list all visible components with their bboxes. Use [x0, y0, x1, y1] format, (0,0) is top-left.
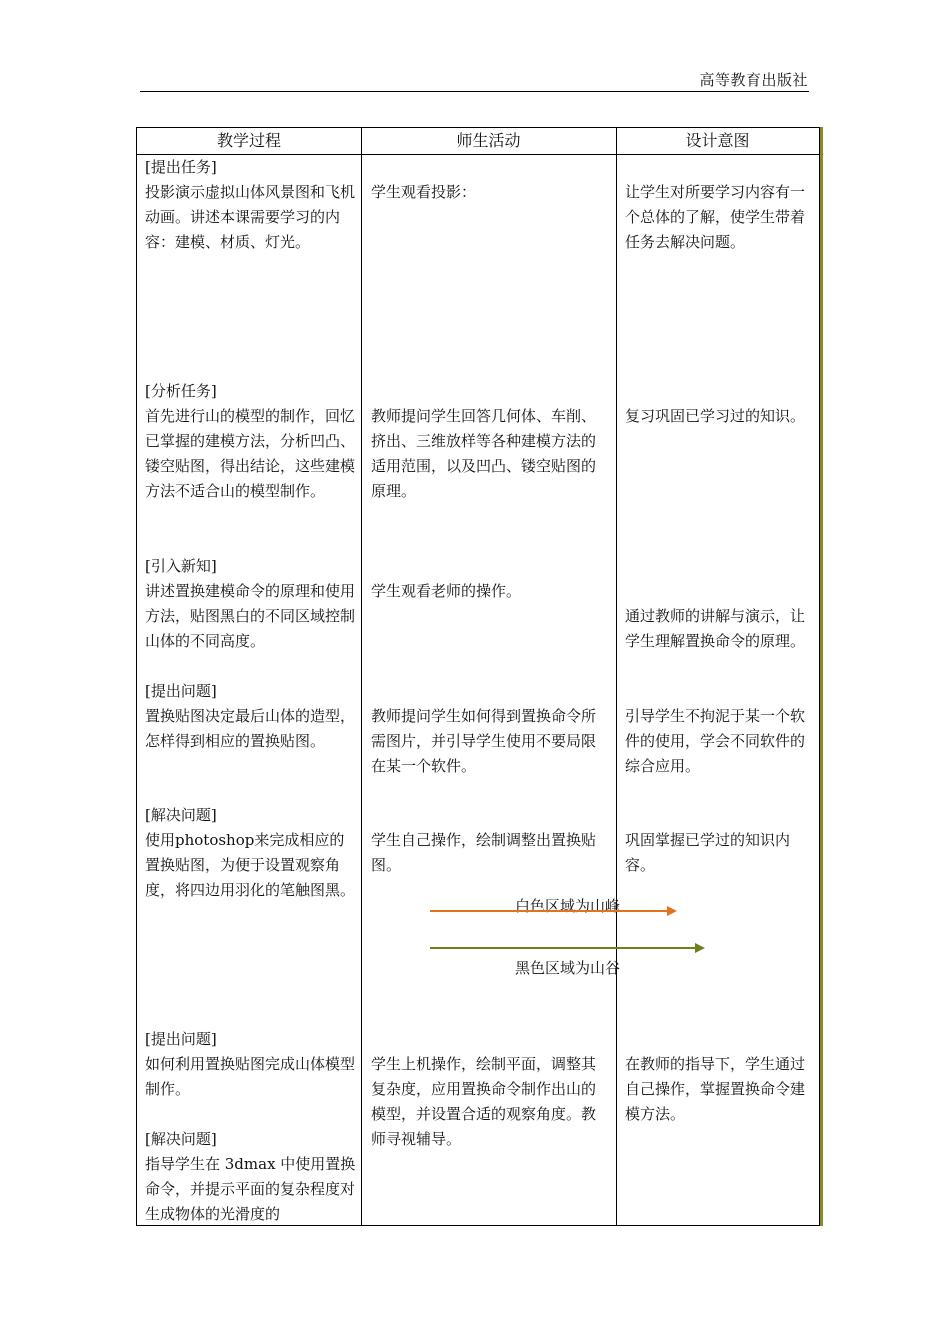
publisher-name: 高等教育出版社 [699, 71, 808, 89]
white-area-arrow-icon [430, 910, 675, 912]
process-text: 投影演示虚拟山体风景图和飞机动画。讲述本课需要学习的内容：建模、材质、灯光。 [145, 183, 356, 251]
activity-text-3: 学生观看老师的操作。 [371, 582, 522, 600]
process-text: 指导学生在 3dmax 中使用置换命令，并提示平面的复杂程度对生成物体的光滑度的 [145, 1155, 356, 1223]
intent-text-1: 让学生对所要学习内容有一个总体的了解，使学生带着任务去解决问题。 [625, 183, 806, 251]
activity-text-6: 学生上机操作，绘制平面，调整其复杂度，应用置换命令制作出山的模型，并设置合适的观察角度。教师寻视辅导。 [371, 1055, 597, 1148]
black-area-label: 黑色区域为山谷 [515, 959, 621, 977]
process-text: 讲述置换建模命令的原理和使用方法，贴图黑白的不同区域控制山体的不同高度。 [145, 582, 356, 650]
process-tag: [解决问题] [145, 1130, 217, 1148]
process-text: 如何利用置换贴图完成山体模型制作。 [145, 1055, 356, 1098]
process-block-6 [145, 1027, 357, 1102]
process-tag: [解决问题] [145, 806, 217, 824]
intent-text-3: 通过教师的讲解与演示，让学生理解置换命令的原理。 [625, 607, 806, 650]
process-tag: [提出问题] [145, 1030, 217, 1048]
black-area-arrow-icon [430, 947, 703, 949]
process-tag: [提出问题] [145, 682, 217, 700]
intent-text-2: 复习巩固已学习过的知识。 [625, 407, 806, 425]
activity-text-1: 学生观看投影： [371, 183, 477, 201]
process-block-1 [145, 155, 357, 255]
header-rule [140, 91, 809, 92]
process-block-2 [145, 379, 357, 504]
process-block-5 [145, 803, 357, 903]
activity-text-4: 教师提问学生如何得到置换命令所需图片，并引导学生使用不要局限在某一个软件。 [371, 707, 597, 775]
process-tag: [提出任务] [145, 158, 217, 176]
process-tag: [引入新知] [145, 557, 217, 575]
activity-text-5: 学生自己操作，绘制调整出置换贴图。 [371, 831, 597, 874]
process-block-7 [145, 1127, 357, 1227]
intent-text-4: 引导学生不拘泥于某一个软件的使用，学会不同软件的综合应用。 [625, 707, 806, 775]
column-divider-2 [616, 128, 617, 1225]
activity-text-2: 教师提问学生回答几何体、车削、挤出、三维放样等各种建模方法的适用范围，以及凹凸、镂空贴图的原理。 [371, 407, 597, 500]
intent-text-5: 巩固掌握已学过的知识内容。 [625, 831, 791, 874]
lesson-table [136, 127, 820, 1226]
intent-text-6: 在教师的指导下，学生通过自己操作，掌握置换命令建模方法。 [625, 1055, 806, 1123]
process-block-3 [145, 554, 357, 654]
column-divider-1 [361, 128, 362, 1225]
process-block-4 [145, 679, 357, 754]
process-text: 置换贴图决定最后山体的造型，怎样得到相应的置换贴图。 [145, 707, 356, 750]
column-header-intent: 设计意图 [685, 131, 750, 150]
column-header-process: 教学过程 [216, 131, 281, 150]
table-right-border-shadow [820, 127, 823, 1226]
process-text: 首先进行山的模型的制作，回忆已掌握的建模方法，分析凹凸、镂空贴图，得出结论，这些建模方法不适合山的模型制作。 [145, 407, 356, 500]
process-text: 使用photoshop来完成相应的置换贴图，为便于设置观察角度，将四边用羽化的笔触图黑。 [145, 831, 356, 899]
process-tag: [分析任务] [145, 382, 217, 400]
white-area-label: 白色区域为山峰 [515, 897, 621, 915]
column-header-activity: 师生活动 [456, 131, 521, 150]
